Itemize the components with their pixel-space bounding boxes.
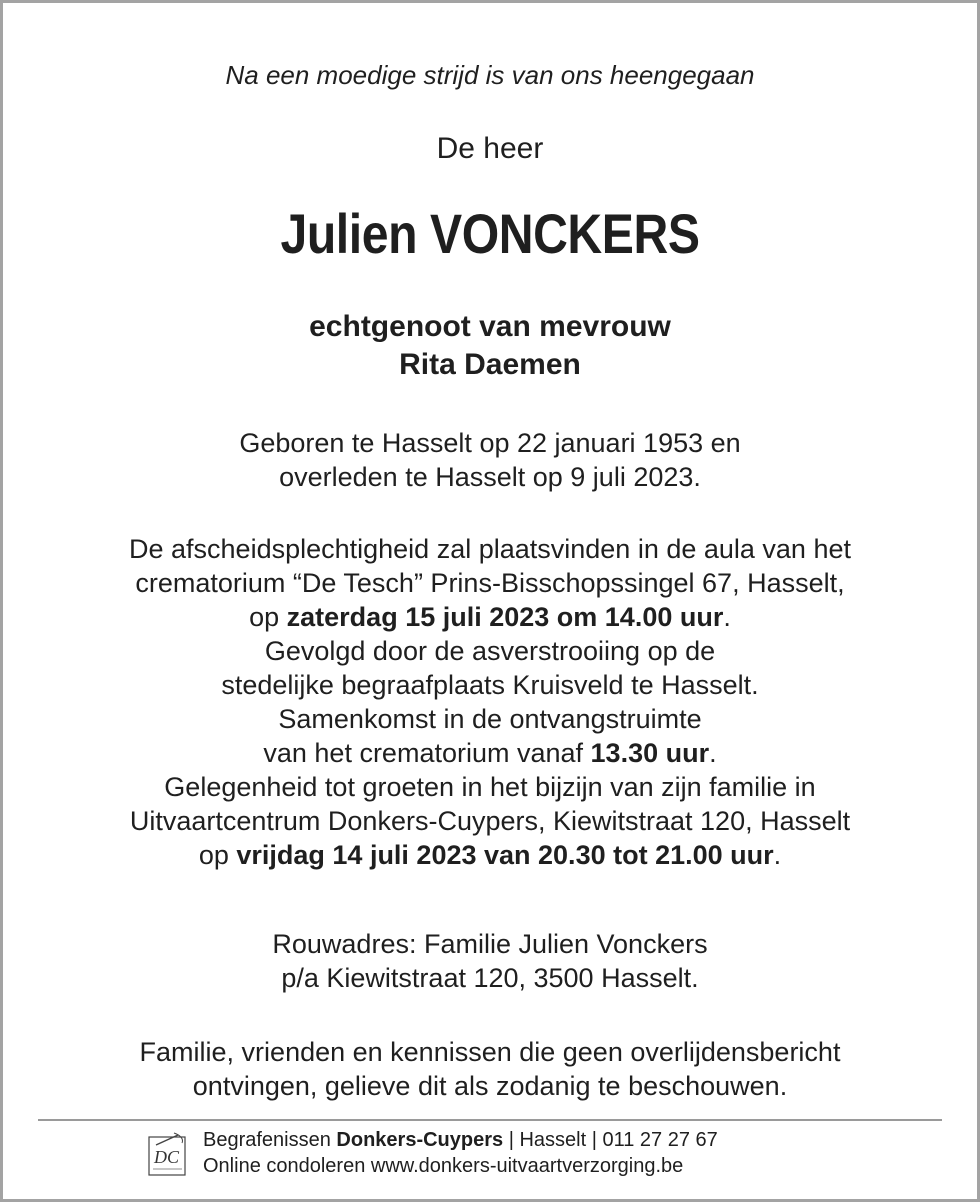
text-fragment: op (249, 602, 287, 632)
notice-block (3, 1035, 977, 1103)
ceremony-line: stedelijke begraafplaats Kruisveld te Hasselt. (221, 670, 759, 700)
notice-line: Familie, vrienden en kennissen die geen overlijdensbericht (139, 1037, 841, 1067)
spouse-block (3, 308, 977, 384)
gathering-time-line (3, 736, 977, 770)
logo-monogram: DC (154, 1147, 180, 1167)
birth-line: Geboren te Hasselt op 22 januari 1953 en (239, 428, 741, 458)
footer-divider (38, 1119, 942, 1121)
spouse-name: Rita Daemen (399, 348, 581, 381)
address-line: p/a Kiewitstraat 120, 3500 Hasselt. (281, 963, 699, 993)
website-line (203, 1153, 718, 1179)
ceremony-line: Gevolgd door de asverstrooiing op de (264, 636, 716, 666)
notice-line: ontvingen, gelieve dit als zodanig te beschouwen. (192, 1071, 788, 1101)
ceremony-block (3, 532, 977, 872)
ceremony-line: Uitvaartcentrum Donkers-Cuypers, Kiewitstraat 120, Hasselt (129, 806, 851, 836)
ceremony-line: crematorium “De Tesch” Prins-Bisschopssingel 67, Hasselt, (135, 568, 845, 598)
mourning-address-block (3, 927, 977, 995)
spouse-line: echtgenoot van mevrouw (309, 310, 671, 343)
birth-death-block (3, 426, 977, 494)
company-city: Hasselt (519, 1129, 587, 1151)
company-name: Donkers-Cuypers (336, 1129, 504, 1151)
gathering-time: 13.30 uur (590, 738, 710, 768)
company-line (203, 1127, 718, 1153)
text-fragment: op (198, 840, 237, 870)
text-fragment: . (773, 840, 782, 870)
address-line: Rouwadres: Familie Julien Vonckers (272, 929, 708, 959)
visitation-date-line (3, 838, 977, 872)
ceremony-line: De afscheidsplechtigheid zal plaatsvinden in de aula van het (129, 534, 851, 564)
ceremony-line: Samenkomst in de ontvangstruimte (278, 704, 702, 734)
separator: | (586, 1129, 603, 1151)
footer (148, 1127, 848, 1187)
online-label: Online condoleren (203, 1155, 371, 1177)
company-prefix: Begrafenissen (203, 1129, 337, 1151)
separator: | (503, 1129, 520, 1151)
death-line: overleden te Hasselt op 9 juli 2023. (279, 462, 701, 492)
funeral-home-logo-icon (148, 1131, 188, 1177)
ceremony-line: Gelegenheid tot groeten in het bijzijn van zijn familie in (164, 772, 816, 802)
intro-text: Na een moedige strijd is van ons heengegaan (225, 60, 755, 90)
text-fragment: van het crematorium vanaf (263, 738, 591, 768)
ceremony-date: zaterdag 15 juli 2023 om 14.00 uur (286, 602, 724, 632)
company-phone[interactable]: 011 27 27 67 (602, 1129, 718, 1151)
honorific: De heer (436, 132, 544, 165)
website-link[interactable]: www.donkers-uitvaartverzorging.be (370, 1155, 684, 1177)
text-fragment: . (709, 738, 717, 768)
ceremony-date-line (3, 600, 977, 634)
visitation-date: vrijdag 14 juli 2023 van 20.30 tot 21.00 uur (236, 840, 774, 870)
text-fragment: . (723, 602, 731, 632)
deceased-name: Julien VONCKERS (280, 202, 700, 265)
footer-text (203, 1127, 718, 1179)
